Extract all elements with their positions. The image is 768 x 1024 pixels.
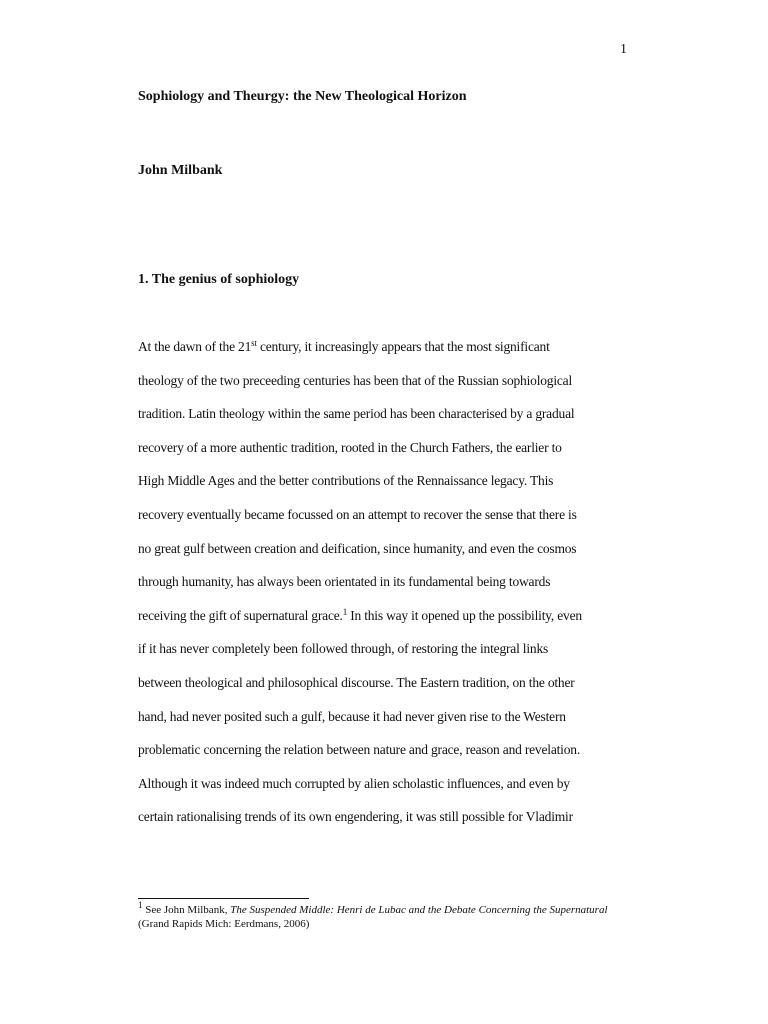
body-line: High Middle Ages and the better contributions of the Rennaissance legacy. This <box>138 473 554 489</box>
ordinal-superscript: st <box>251 338 257 348</box>
body-text-segment: At the dawn of the 21 <box>138 339 252 354</box>
footnote-text: See John Milbank, <box>142 904 231 916</box>
footnote <box>138 900 633 931</box>
paper-title: Sophiology and Theurgy: the New Theological Horizon <box>138 89 467 104</box>
body-line: recovery eventually became focussed on an attempt to recover the sense that there is <box>138 506 577 522</box>
footnote-reference[interactable]: 1 <box>342 606 348 617</box>
body-line: theology of the two preceeding centuries has been that of the Russian sophiological <box>138 372 573 388</box>
body-line <box>138 604 633 638</box>
footnote-book-title: The Suspended Middle: Henri de Lubac and the Debate Concerning the Supernatural <box>230 904 608 916</box>
body-text-segment: receiving the gift of supernatural grace. <box>138 607 343 623</box>
body-line: certain rationalising trends of its own engendering, it was still possible for Vladimir <box>138 809 573 825</box>
body-line: tradition. Latin theology within the same period has been characterised by a gradual <box>138 406 575 422</box>
body-line: Although it was indeed much corrupted by alien scholastic influences, and even by <box>138 775 570 791</box>
body-line: problematic concerning the relation between nature and grace, reason and revelation. <box>138 742 580 758</box>
page-number: 1 <box>620 42 627 57</box>
body-text-segment: century, it increasingly appears that the most significant <box>256 339 550 354</box>
footnote-separator <box>138 898 309 899</box>
body-text-segment: In this way it opened up the possibility, even <box>347 607 582 623</box>
body-line: no great gulf between creation and deification, since humanity, and even the cosmos <box>138 540 577 556</box>
body-line: if it has never completely been followed through, of restoring the integral links <box>138 641 549 657</box>
body-line <box>138 335 633 369</box>
footnote-number: 1 <box>138 900 143 910</box>
body-paragraph <box>138 335 633 839</box>
body-line: hand, had never posited such a gulf, because it had never given rise to the Western <box>138 708 566 724</box>
author-name: John Milbank <box>138 163 223 178</box>
body-line: through humanity, has always been orientated in its fundamental being towards <box>138 574 551 590</box>
section-heading: 1. The genius of sophiology <box>138 272 300 287</box>
body-line: recovery of a more authentic tradition, rooted in the Church Fathers, the earlier to <box>138 439 562 455</box>
body-line: between theological and philosophical discourse. The Eastern tradition, on the other <box>138 674 575 690</box>
footnote-text: (Grand Rapids Mich: Eerdmans, 2006) <box>138 918 310 930</box>
